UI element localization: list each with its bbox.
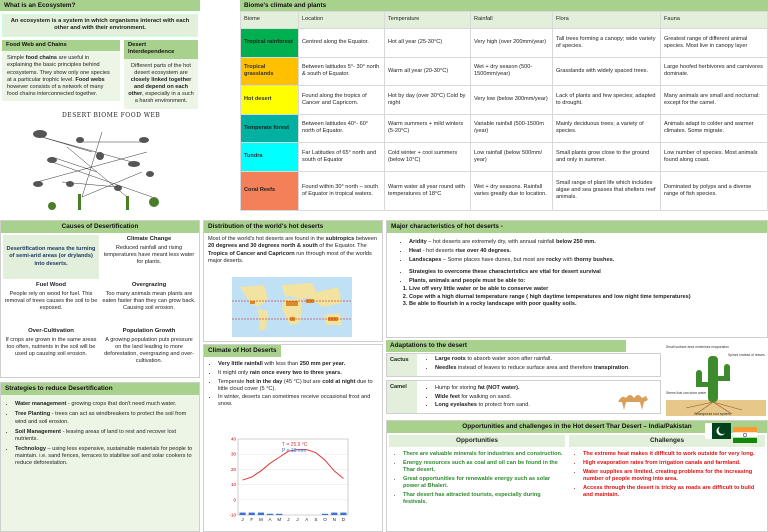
precip-bar xyxy=(240,513,246,515)
x-tick-label: J xyxy=(296,517,299,522)
climate-section xyxy=(203,344,383,532)
col-rainfall: Rainfall xyxy=(471,12,553,29)
biome-cell-name: Hot desert xyxy=(241,86,299,115)
owl-icon xyxy=(76,137,84,143)
adaptations-title: Adaptations to the desert xyxy=(386,340,626,352)
biome-cell-temperature: Warm all year (20-30°C) xyxy=(385,57,471,86)
climate-item: • Very little rainfall with less than 250 mm per year. xyxy=(218,361,378,368)
ecosystem-title: What is an Ecosystem? xyxy=(0,0,200,11)
opportunity-item: • Energy resources such as coal and oil can be found in the Thar desert. xyxy=(403,460,565,474)
precip-bar xyxy=(322,514,328,515)
biome-cell-fauna: Low number of species. Most animals found along coast. xyxy=(661,143,768,172)
rabbit-icon xyxy=(114,185,122,191)
cause-fuel-wood: Fuel Wood People rely on wood for fuel. This removal of trees causes the soil to be exposed. xyxy=(4,282,98,311)
strategies-title: Strategies to reduce Desertification xyxy=(1,383,199,395)
ecosystem-section xyxy=(0,0,200,218)
camel-item: • Wide feet for walking on sand. xyxy=(435,394,530,401)
climate-item: • Temperate hot in the day (45 °C) but are cold at night due to little cloud cover (5 °C). xyxy=(218,379,378,393)
cactus-label-surface: Small surface area minimises evaporation xyxy=(666,345,729,349)
biome-cell-rainfall: Wet + dry seasons. Rainfall varies greatly due to location. xyxy=(471,171,553,210)
cactus-label-spines: Spines instead of leaves xyxy=(728,353,765,357)
col-location: Location xyxy=(299,12,385,29)
biome-section xyxy=(240,0,768,213)
shrub-icon xyxy=(149,197,159,207)
strategy-term: Soil Management xyxy=(15,428,62,435)
distribution-title: Distribution of the world's hot deserts xyxy=(204,221,382,233)
adaptation-cactus-label: Cactus xyxy=(387,354,417,376)
thar-title: Opportunities and challenges in the Hot desert Thar Desert – India/Pakistan xyxy=(387,421,767,433)
opportunity-item: • Great opportunities for renewable energy such as solar power at Bhaleri. xyxy=(403,476,565,490)
biome-cell-temperature: Cold winter + cool summers (below 10°C) xyxy=(385,143,471,172)
strategy-bullet: • Strategies to overcome these characteristics are vital for desert survival xyxy=(409,269,763,276)
grass-icon xyxy=(48,202,56,210)
col-flora: Flora xyxy=(553,12,661,29)
distribution-section xyxy=(203,220,383,342)
precip-bar xyxy=(276,514,282,515)
hawk-icon xyxy=(139,137,149,143)
eagle-icon xyxy=(33,130,47,138)
biome-cell-name: Tropical grasslands xyxy=(241,57,299,86)
causes-title: Causes of Desertification xyxy=(1,221,199,233)
opportunities-title: Opportunities xyxy=(389,435,565,447)
biome-cell-temperature: Warm summers + mild winters (5-20°C) xyxy=(385,114,471,143)
strategy-item xyxy=(15,411,193,425)
y-tick-label: -10 xyxy=(229,512,236,518)
strategy-item xyxy=(15,446,193,467)
x-tick-label: M xyxy=(259,517,263,522)
strategy-item xyxy=(15,429,193,443)
sahara-marker xyxy=(286,301,298,306)
biome-cell-fauna: Dominated by polyps and a diverse range of fish species. xyxy=(661,171,768,210)
biome-cell-fauna: Greatest range of different animal species. Most live in canopy layer xyxy=(661,29,768,58)
strategy-term: Water management xyxy=(15,401,67,408)
x-tick-label: J xyxy=(241,517,244,522)
biome-cell-flora: Grasslands with widely spaced trees. xyxy=(553,57,661,86)
precip-bar xyxy=(331,513,337,515)
temperature-summary: T = 25.9 °C xyxy=(282,442,308,448)
challenge-item: • Water supplies are limited, creating problems for the increasing number of people moving into area. xyxy=(583,469,765,483)
mojave-marker xyxy=(250,301,255,304)
desert-interdependence-title: Desert Interdependence xyxy=(124,40,198,59)
biome-cell-fauna: Many animals are small and nocturnal: except for the camel. xyxy=(661,86,768,115)
food-web-arrows xyxy=(22,112,172,216)
causes-definition: Desertification means the turning of semi-arid areas (or drylands) into deserts. xyxy=(3,235,99,279)
causes-section xyxy=(0,220,200,378)
biome-table-header xyxy=(241,12,768,29)
cactus-arm-left-join xyxy=(696,382,710,387)
desert-interdependence-text: Different parts of the hot desert ecosystem are closely linked together and depend on each other, especially in a such a harsh environment. xyxy=(124,59,198,109)
precip-bar xyxy=(340,513,346,515)
biome-cell-flora: Lack of plants and few species; adapted to drought. xyxy=(553,86,661,115)
food-web-title: Food Web and Chains xyxy=(2,40,120,51)
challenge-item: • Access through the desert is tricky as roads are difficult to build and maintain. xyxy=(583,485,765,499)
biome-title: Biome's climate and plants xyxy=(240,0,768,11)
biome-cell-location: Found along the tropics of Cancer and Capricorn. xyxy=(299,86,385,115)
biome-cell-fauna: Large hoofed herbivores and carnivores dominate. xyxy=(661,57,768,86)
biome-cell-flora: Tall trees forming a canopy; wide variety of species. xyxy=(553,29,661,58)
cactus-diagram xyxy=(666,342,766,416)
biome-cell-name: Temperate forest xyxy=(241,114,299,143)
biome-cell-flora: Small range of plant life which includes algae and sea grasses that shelters reef animals. xyxy=(553,171,661,210)
lizard-icon xyxy=(96,152,104,160)
characteristics-title: Major characteristics of hot deserts - xyxy=(387,221,767,233)
biome-cell-temperature: Hot by day (over 30°C) Cold by night xyxy=(385,86,471,115)
strategies-section xyxy=(0,382,200,532)
characteristic-landscapes: • Landscapes – Some places have dunes, but most are rocky with thorny bushes. xyxy=(409,257,763,264)
biome-cell-flora: Mainly deciduous trees; a variety of species. xyxy=(553,114,661,143)
pakistan-flag-icon xyxy=(705,423,731,439)
adaptations-section xyxy=(386,340,768,416)
x-tick-label: A xyxy=(268,517,272,522)
cactus-icon xyxy=(78,194,81,210)
coyote-icon xyxy=(128,161,140,167)
characteristics-list xyxy=(387,233,767,263)
biome-row xyxy=(241,29,768,58)
fox-icon xyxy=(146,171,154,177)
survival-item: 3. Be able to flourish in a rocky landscape with poor quality soils. xyxy=(409,301,763,308)
biome-cell-location: Centred along the Equator. xyxy=(299,29,385,58)
x-tick-label: S xyxy=(314,517,318,522)
biome-cell-flora: Small plants grow close to the ground and only in summer. xyxy=(553,143,661,172)
y-tick-label: 30 xyxy=(230,451,236,457)
cause-over-cultivation: Over-Cultivation If crops are grown in the same areas too often, nutrients in the soil will be used up causing soil erosion. xyxy=(5,328,97,357)
biome-cell-location: Between latitudes 40°- 60° north of Equator. xyxy=(299,114,385,143)
col-fauna: Fauna xyxy=(661,12,768,29)
characteristic-aridity: • Aridity – hot deserts are extremely dry, with annual rainfall below 250 mm. xyxy=(409,239,763,246)
strategy-text: – using less expensive, sustainable materials for people to maintain. i.e. sand fences, terraces to stabilise soil and solar cookers to reduce deforestation. xyxy=(15,445,193,467)
opportunity-item: • There are valuable minerals for industries and construction. xyxy=(403,451,565,458)
ecosystem-definition: An ecosystem is a system in which organisms interact with each other and with their environment. xyxy=(2,14,198,37)
biome-cell-name: Tropical rainforest xyxy=(241,29,299,58)
scorpion-icon xyxy=(33,181,43,187)
survival-item: 2. Cope with a high diurnal temperature range ( high daytime temperatures and low night time temperatures) xyxy=(409,294,763,301)
biome-cell-fauna: Animals adapt to colder and warmer climates. Some migrate. xyxy=(661,114,768,143)
biome-row xyxy=(241,114,768,143)
world-desert-map xyxy=(232,277,352,337)
food-web-diagram-title: DESERT BIOME FOOD WEB xyxy=(62,112,161,119)
cactus-arm-right-join xyxy=(716,376,730,381)
strategies-list xyxy=(1,395,199,467)
cactus-item: • Needles instead of leaves to reduce surface area and therefore transpiration. xyxy=(435,365,630,372)
camel-item: • Hump for storing fat (NOT water). xyxy=(435,385,530,392)
climate-graph xyxy=(222,433,362,531)
rat-icon xyxy=(66,181,74,187)
cactus-label-roots: Widespread root system xyxy=(694,412,731,416)
strategy-term: Tree Planting xyxy=(15,411,51,418)
climate-list xyxy=(204,357,382,408)
strategy-text: - growing crops that don't need much water. xyxy=(66,401,177,408)
x-tick-label: F xyxy=(250,517,254,522)
cactus-adaptations xyxy=(417,354,632,376)
cause-overgrazing: Overgrazing Too many animals mean plants are eaten faster than they can grow back. Causing soil erosion. xyxy=(102,282,196,311)
col-biome: Biome xyxy=(241,12,299,29)
x-tick-label: M xyxy=(277,517,282,522)
challenge-item: • The extreme heat makes it difficult to work outside for very long. xyxy=(583,451,765,458)
food-web-diagram xyxy=(22,112,172,216)
biome-cell-rainfall: Low rainfall (below 500mm/ year) xyxy=(471,143,553,172)
characteristics-section xyxy=(386,220,768,338)
y-tick-label: 10 xyxy=(230,482,236,488)
adaptation-cactus-row xyxy=(386,353,661,377)
biome-cell-rainfall: Variable rainfall (500-1500m /year) xyxy=(471,114,553,143)
cactus-item: • Large roots to absorb water soon after rainfall. xyxy=(435,356,630,363)
camel-icon xyxy=(614,390,654,414)
biome-row xyxy=(241,143,768,172)
climate-title: Climate of Hot Deserts xyxy=(204,345,281,357)
col-temperature: Temperature xyxy=(385,12,471,29)
challenges-list xyxy=(567,449,767,498)
cause-population-growth: Population Growth A growing population puts pressure on the land leading to more deforestation, overgrazing and over-cultivation. xyxy=(104,328,194,365)
camel-item: • Long eyelashes to protect from sand. xyxy=(435,402,530,409)
cactus-label-stems: Stems that can store water xyxy=(666,391,707,395)
opportunity-item: • Thar desert has attracted tourists, especially during festivals. xyxy=(403,492,565,506)
biome-cell-rainfall: Wet + dry season (500-1500mm/year) xyxy=(471,57,553,86)
strategy-term: Technology xyxy=(15,445,46,452)
biome-cell-name: Coral Reefs xyxy=(241,171,299,210)
challenges-title: Challenges xyxy=(569,435,765,447)
survival-item: 1. Live off very little water or be able to conserve water xyxy=(409,286,763,293)
x-tick-label: A xyxy=(305,517,309,522)
india-flag-icon xyxy=(733,427,757,443)
strategy-text: - trees can act as windbreakers to protect the soil from wind and soil erosion. xyxy=(15,411,187,425)
distribution-text: Most of the world's hot deserts are found in the subtropics between 20 degrees and 30 degrees north & south of the Equator. The Tropics of Cancer and Capricorn run through most of the worlds major deserts. xyxy=(208,236,377,264)
y-tick-label: 40 xyxy=(230,436,236,442)
x-tick-label: O xyxy=(323,517,327,522)
biome-cell-location: Far Latitudes of 65° north and south of Equator xyxy=(299,143,385,172)
adaptation-camel-label: Camel xyxy=(387,381,417,413)
challenge-item: • High evaporation rates from irrigation canals and farmland. xyxy=(583,460,765,467)
cause-climate-change: Climate Change Reduced rainfall and rising temperatures have meant less water for plants. xyxy=(103,236,195,265)
precip-bar xyxy=(267,514,273,515)
biome-cell-temperature: Warm water all year round with temperatures of 18°C xyxy=(385,171,471,210)
camel-adaptations xyxy=(417,381,532,413)
precipitation-summary: P = 18 mm xyxy=(282,448,307,454)
biome-cell-name: Tundra xyxy=(241,143,299,172)
x-tick-label: N xyxy=(332,517,336,522)
strategy-bullets xyxy=(387,265,767,285)
precip-bar xyxy=(249,513,255,515)
y-tick-label: 0 xyxy=(233,497,236,503)
food-web-text: Simple food chains are useful in explaining the basic principles behind ecosystems. They show only one species at a particular trophic level. Food webs however consists of a network of many food chains interconnected together. xyxy=(2,51,120,101)
strategy-bullet: • Plants, animals and people must be able to: xyxy=(409,278,763,285)
thar-section xyxy=(386,420,768,532)
climate-item: • It might only rain once every two to three years. xyxy=(218,370,378,377)
biome-table xyxy=(240,11,768,211)
climate-item: • In winter, deserts can sometimes receive occasional frost and snow. xyxy=(218,394,378,408)
characteristic-heat: • Heat - hot deserts rise over 40 degrees. xyxy=(409,248,763,255)
biome-row xyxy=(241,57,768,86)
x-tick-label: J xyxy=(287,517,290,522)
biome-cell-location: Between latitudes 5°- 30° north & south of Equator. xyxy=(299,57,385,86)
y-tick-label: 20 xyxy=(230,466,236,472)
precip-bar xyxy=(258,513,264,515)
biome-cell-rainfall: Very low (below 300mm/year) xyxy=(471,86,553,115)
snake-icon xyxy=(47,157,57,163)
biome-cell-rainfall: Very high (over 200mm/year) xyxy=(471,29,553,58)
biome-cell-location: Found within 30° north – south of Equator in tropical waters. xyxy=(299,171,385,210)
biome-cell-temperature: Hot all year (25-30°C) xyxy=(385,29,471,58)
biome-row xyxy=(241,86,768,115)
opportunities-list xyxy=(387,449,567,506)
biome-row xyxy=(241,171,768,210)
strategy-item xyxy=(15,401,193,408)
strategy-text: - leaving areas of land to rest and recover lost nutrients. xyxy=(15,428,177,442)
survival-list xyxy=(387,286,767,307)
x-tick-label: D xyxy=(341,517,346,522)
plant-icon xyxy=(126,196,129,210)
